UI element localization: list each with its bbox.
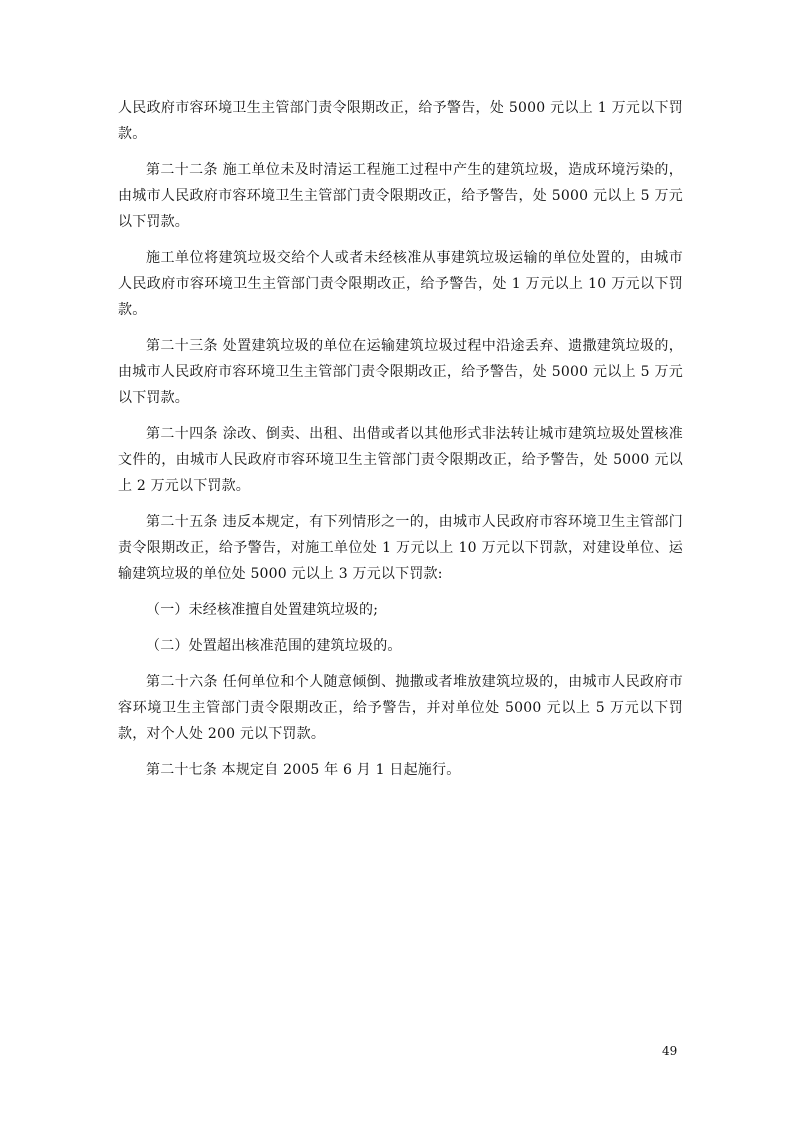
page-number: 49 <box>662 1044 678 1058</box>
article-25-item-1: （一）未经核准擅自处置建筑垃圾的; <box>146 602 379 618</box>
article-26-paragraph: 第二十六条 任何单位和个人随意倾倒、抛撒或者堆放建筑垃圾的，由城市人民政府市容环境卫生主管部门责令限期改正，给予警告，并对单位处 5000 元以上 5 万元以下罚款，对个人处 200 元以下罚款。 <box>118 674 683 742</box>
article-22-subparagraph: 施工单位将建筑垃圾交给个人或者未经核准从事建筑垃圾运输的单位处置的，由城市人民政府市容环境卫生主管部门责令限期改正，给予警告，处 1 万元以上 10 万元以下罚款。 <box>118 250 683 318</box>
article-25-item-2: （二）处置超出核准范围的建筑垃圾的。 <box>146 638 402 654</box>
article-25-paragraph: 第二十五条 违反本规定，有下列情形之一的，由城市人民政府市容环境卫生主管部门责令限期改正，给予警告，对施工单位处 1 万元以上 10 万元以下罚款，对建设单位、运输建筑垃圾的单位处 5000 元以上 3 万元以下罚款: <box>118 514 683 582</box>
article-23-paragraph: 第二十三条 处置建筑垃圾的单位在运输建筑垃圾过程中沿途丢弃、遗撒建筑垃圾的，由城市人民政府市容环境卫生主管部门责令限期改正，给予警告，处 5000 元以上 5 万元以下罚款。 <box>118 338 683 406</box>
document-body <box>118 95 683 793</box>
article-27-paragraph: 第二十七条 本规定自 2005 年 6 月 1 日起施行。 <box>146 762 461 778</box>
article-24-paragraph: 第二十四条 涂改、倒卖、出租、出借或者以其他形式非法转让城市建筑垃圾处置核准文件的，由城市人民政府市容环境卫生主管部门责令限期改正，给予警告，处 5000 元以上 2 万元以下罚款。 <box>118 426 683 494</box>
paragraph-continuation: 人民政府市容环境卫生主管部门责令限期改正，给予警告，处 5000 元以上 1 万元以下罚款。 <box>118 100 683 142</box>
article-22-paragraph: 第二十二条 施工单位未及时清运工程施工过程中产生的建筑垃圾，造成环境污染的，由城市人民政府市容环境卫生主管部门责令限期改正，给予警告，处 5000 元以上 5 万元以下罚款。 <box>118 162 683 230</box>
